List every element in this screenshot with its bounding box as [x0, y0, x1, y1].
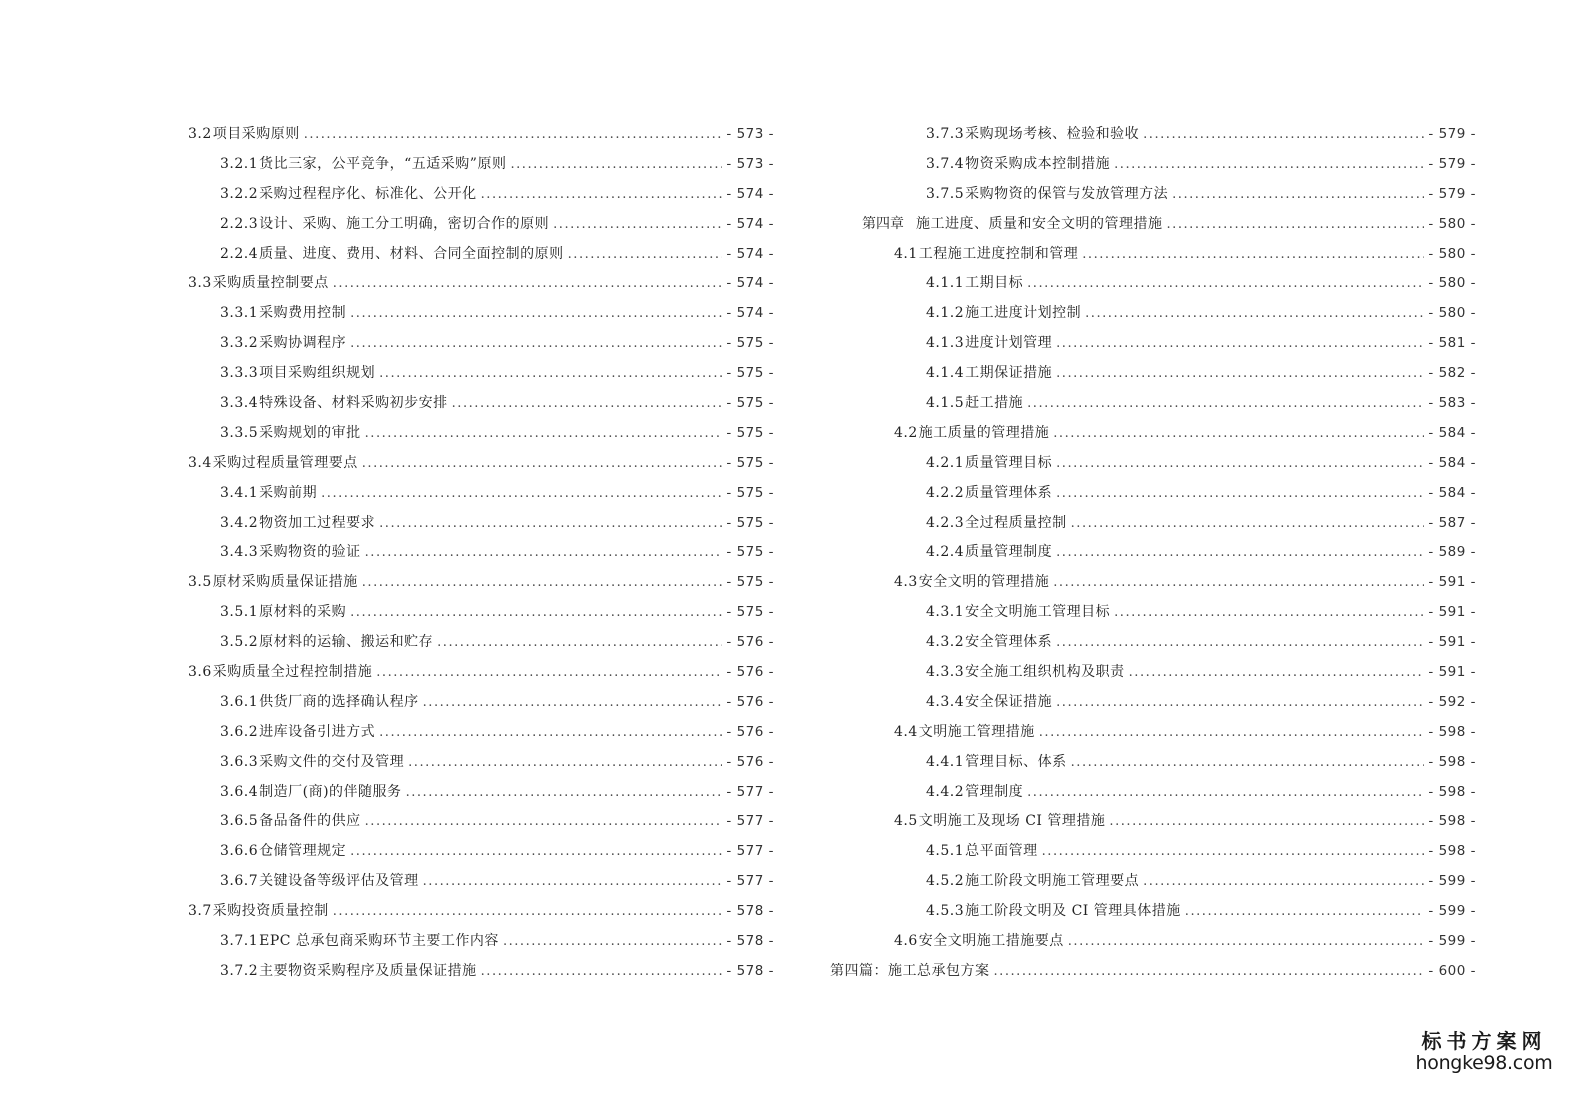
toc-page-number: - 574 - [726, 275, 774, 292]
toc-entry[interactable] [830, 748, 1476, 778]
toc-entry[interactable] [188, 479, 774, 509]
toc-entry[interactable] [188, 329, 774, 359]
toc-column-right [830, 120, 1476, 987]
toc-dot-leader [333, 897, 723, 927]
toc-page-number: - 573 - [726, 126, 774, 142]
toc-entry-title: 制造厂(商)的伴随服务 [259, 783, 402, 800]
toc-entry-title: 备品备件的供应 [259, 813, 361, 830]
toc-dot-leader [1027, 269, 1424, 299]
toc-dot-leader [365, 807, 723, 837]
toc-dot-leader [362, 449, 723, 479]
toc-entry-title: 第四篇：施工总承包方案 [830, 962, 990, 979]
toc-entry[interactable] [188, 210, 774, 240]
toc-page-number: - 575 - [726, 604, 774, 621]
toc-entry-title: 关键设备等级评估及管理 [259, 873, 419, 890]
toc-dot-leader [1056, 359, 1424, 389]
toc-entry-title: 安全管理体系 [965, 634, 1053, 651]
toc-page-number: - 583 - [1428, 395, 1476, 412]
toc-entry[interactable] [830, 449, 1476, 479]
toc-dot-leader [437, 628, 722, 658]
toc-entry[interactable] [830, 658, 1476, 688]
toc-entry[interactable] [188, 658, 774, 688]
toc-page-number: - 579 - [1428, 126, 1476, 142]
toc-entry-number: 3.6.2 [220, 723, 259, 740]
toc-column-left [188, 120, 774, 987]
toc-page-number: - 576 - [726, 693, 774, 710]
toc-entry[interactable] [830, 628, 1476, 658]
toc-dot-leader [350, 837, 722, 867]
toc-page-number: - 582 - [1428, 365, 1476, 382]
toc-entry-title: 施工质量的管理措施 [918, 424, 1050, 441]
toc-page-number: - 598 - [1428, 783, 1476, 800]
toc-dot-leader [1143, 120, 1424, 150]
toc-entry[interactable] [830, 778, 1476, 808]
toc-page-number: - 574 - [726, 185, 774, 202]
toc-entry[interactable] [188, 957, 774, 987]
toc-dot-leader [1114, 150, 1424, 180]
toc-entry-title: 项目采购组织规划 [259, 365, 376, 382]
toc-entry[interactable] [830, 807, 1476, 837]
toc-entry[interactable] [830, 927, 1476, 957]
toc-page-number: - 577 - [726, 813, 774, 830]
toc-dot-leader [481, 957, 723, 987]
toc-entry-title: 采购文件的交付及管理 [259, 753, 405, 770]
toc-entry-title: 物资采购成本控制措施 [965, 155, 1111, 172]
watermark-url: hongke98.com [1415, 1052, 1553, 1074]
toc-entry[interactable] [188, 598, 774, 628]
toc-dot-leader [1068, 927, 1425, 957]
toc-entry-title: 全过程质量控制 [965, 514, 1067, 531]
watermark-name: 标书方案网 [1421, 1029, 1547, 1053]
toc-entry-number: 3.7.5 [926, 185, 965, 202]
toc-entry-title: 总平面管理 [965, 843, 1038, 860]
toc-page-number: - 598 - [1428, 753, 1476, 770]
toc-entry-number: 4.3.4 [926, 693, 965, 710]
toc-page-number: - 575 - [726, 395, 774, 412]
toc-dot-leader [304, 120, 723, 150]
toc-entry[interactable] [830, 568, 1476, 598]
toc-entry-title: 文明施工管理措施 [918, 723, 1035, 740]
toc-entry[interactable] [830, 299, 1476, 329]
toc-dot-leader [350, 299, 722, 329]
toc-entry-title: 安全文明施工管理目标 [965, 604, 1111, 621]
toc-entry-title: 采购投资质量控制 [212, 903, 329, 920]
toc-entry[interactable] [830, 419, 1476, 449]
toc-page-number: - 599 - [1428, 873, 1476, 890]
toc-dot-leader [1056, 329, 1424, 359]
toc-dot-leader [1056, 628, 1424, 658]
toc-entry-number: 3.6.5 [220, 813, 259, 830]
toc-dot-leader [379, 509, 722, 539]
toc-entry[interactable] [830, 867, 1476, 897]
toc-entry[interactable] [188, 509, 774, 539]
toc-dot-leader [1085, 299, 1424, 329]
toc-entry-title: 采购过程程序化、标准化、公开化 [259, 185, 477, 202]
toc-entry-number: 3.6.4 [220, 783, 259, 800]
toc-dot-leader [1027, 778, 1424, 808]
toc-entry-number: 3.3.5 [220, 424, 259, 441]
toc-page-number: - 577 - [726, 783, 774, 800]
toc-page-number: - 599 - [1428, 903, 1476, 920]
toc-entry[interactable] [830, 359, 1476, 389]
toc-page-number: - 576 - [726, 753, 774, 770]
toc-entry-number: 2.2.4 [220, 245, 259, 262]
toc-page-number: - 575 - [726, 454, 774, 471]
toc-entry-number: 3.5.1 [220, 604, 259, 621]
toc-page-number: - 574 - [726, 305, 774, 322]
toc-entry-number: 3.3.4 [220, 395, 259, 412]
toc-entry-title: 工期保证措施 [965, 365, 1053, 382]
toc-page-number: - 576 - [726, 634, 774, 651]
toc-page-number: - 591 - [1428, 634, 1476, 651]
toc-entry-title: 质量管理目标 [965, 454, 1053, 471]
toc-dot-leader [379, 359, 722, 389]
toc-entry-number: 4.2.4 [926, 544, 965, 561]
toc-entry-number: 3.4.1 [220, 484, 259, 501]
toc-page-number: - 591 - [1428, 664, 1476, 681]
toc-entry-number: 3.3.1 [220, 305, 259, 322]
toc-page-number: - 580 - [1428, 275, 1476, 292]
toc-entry[interactable] [188, 299, 774, 329]
toc-entry-number: 4.2.3 [926, 514, 965, 531]
toc-page-number: - 575 - [726, 544, 774, 561]
toc-entry-number: 3.4.3 [220, 544, 259, 561]
toc-page-number: - 575 - [726, 365, 774, 382]
toc-entry-title: 物资加工过程要求 [259, 514, 376, 531]
toc-dot-leader [1114, 598, 1424, 628]
toc-entry-number: 3.5 [188, 574, 212, 591]
toc-entry-title: 货比三家，公平竞争，“五适采购”原则 [259, 155, 507, 172]
toc-page-number: - 578 - [726, 933, 774, 950]
toc-entry-number: 4.3.3 [926, 664, 965, 681]
toc-dot-leader [510, 150, 722, 180]
toc-entry-number: 3.3 [188, 275, 212, 292]
toc-entry-title: 设计、采购、施工分工明确，密切合作的原则 [259, 215, 550, 232]
toc-page-number: - 575 - [726, 335, 774, 352]
toc-entry-number: 4.5.3 [926, 903, 965, 920]
toc-entry-number: 4.1.2 [926, 305, 965, 322]
toc-dot-leader [568, 240, 723, 270]
toc-entry-number: 3.6.3 [220, 753, 259, 770]
toc-dot-leader [408, 748, 722, 778]
toc-dot-leader [1056, 688, 1424, 718]
toc-page-number: - 584 - [1428, 454, 1476, 471]
toc-entry[interactable] [830, 389, 1476, 419]
toc-entry-number: 4.2.1 [926, 454, 965, 471]
toc-entry[interactable] [830, 120, 1476, 150]
toc-entry-title: 供货厂商的选择确认程序 [259, 693, 419, 710]
toc-page-number: - 579 - [1428, 185, 1476, 202]
toc-page-number: - 575 - [726, 484, 774, 501]
toc-dot-leader [379, 718, 722, 748]
toc-dot-leader [365, 419, 723, 449]
toc-entry-title: 原材料的运输、搬运和贮存 [259, 634, 434, 651]
toc-entry-title: 项目采购原则 [212, 126, 300, 142]
toc-entry[interactable] [188, 568, 774, 598]
toc-entry-title: 采购物资的验证 [259, 544, 361, 561]
toc-dot-leader [406, 778, 723, 808]
toc-entry-title: 采购质量全过程控制措施 [212, 664, 373, 681]
toc-dot-leader [350, 598, 722, 628]
toc-entry-number: 4.3.1 [926, 604, 965, 621]
toc-page-number: - 575 - [726, 574, 774, 591]
toc-entry[interactable] [188, 120, 774, 150]
toc-page-number: - 576 - [726, 664, 774, 681]
toc-entry-number: 3.2.1 [220, 155, 259, 172]
toc-dot-leader [994, 957, 1425, 987]
toc-entry-title: 施工阶段文明及 CI 管理具体措施 [965, 903, 1181, 920]
toc-dot-leader [1143, 867, 1424, 897]
toc-entry-number: 3.6.1 [220, 693, 259, 710]
toc-dot-leader [1071, 509, 1425, 539]
toc-dot-leader [1172, 180, 1424, 210]
toc-dot-leader [365, 538, 723, 568]
toc-page-number: - 574 - [726, 215, 774, 232]
toc-page-number: - 598 - [1428, 843, 1476, 860]
toc-entry-number: 3.6.6 [220, 843, 259, 860]
toc-entry-title: 安全施工组织机构及职责 [965, 664, 1125, 681]
toc-entry-title: 质量管理体系 [965, 484, 1053, 501]
toc-entry-number: 3.7.2 [220, 962, 259, 979]
toc-page-number: - 580 - [1428, 245, 1476, 262]
toc-page-number: - 599 - [1428, 933, 1476, 950]
toc-entry-number: 3.7.1 [220, 933, 259, 950]
toc-entry-title: 采购物资的保管与发放管理方法 [965, 185, 1169, 202]
toc-entry-title: 原材料的采购 [259, 604, 347, 621]
toc-entry-title: 工程施工进度控制和管理 [918, 245, 1079, 262]
toc-entry[interactable] [188, 897, 774, 927]
toc-entry-title: 管理目标、体系 [965, 753, 1067, 770]
toc-page-number: - 577 - [726, 873, 774, 890]
toc-entry[interactable] [830, 269, 1476, 299]
toc-dot-leader [553, 210, 722, 240]
toc-entry[interactable] [830, 509, 1476, 539]
toc-entry-number: 4.5.1 [926, 843, 965, 860]
toc-dot-leader [333, 269, 723, 299]
toc-entry[interactable] [188, 718, 774, 748]
toc-entry-number: 4.1 [894, 245, 918, 262]
toc-dot-leader [1053, 419, 1424, 449]
toc-entry-number: 4.2 [894, 424, 918, 441]
toc-entry[interactable] [188, 269, 774, 299]
toc-entry-number: 4.1.4 [926, 365, 965, 382]
toc-entry-number: 3.7 [188, 903, 212, 920]
toc-dot-leader [321, 479, 722, 509]
toc-dot-leader [1056, 479, 1424, 509]
toc-entry-title: 工期目标 [965, 275, 1024, 292]
toc-entry[interactable] [830, 240, 1476, 270]
toc-entry-number: 3.3.2 [220, 335, 259, 352]
toc-entry[interactable] [830, 897, 1476, 927]
toc-page-number: - 577 - [726, 843, 774, 860]
toc-page-number: - 580 - [1428, 305, 1476, 322]
toc-entry[interactable] [830, 598, 1476, 628]
toc-entry-title: 赶工措施 [965, 395, 1024, 412]
toc-entry[interactable] [188, 359, 774, 389]
toc-entry-title: 管理制度 [965, 783, 1024, 800]
toc-page-number: - 579 - [1428, 155, 1476, 172]
toc-dot-leader [350, 329, 722, 359]
toc-entry-title: 主要物资采购程序及质量保证措施 [259, 962, 477, 979]
toc-entry-number: 4.3 [894, 574, 918, 591]
toc-entry[interactable] [188, 688, 774, 718]
toc-entry-title: 仓储管理规定 [259, 843, 347, 860]
toc-page-number: - 578 - [726, 903, 774, 920]
toc-page-number: - 598 - [1428, 723, 1476, 740]
toc-entry-number: 4.3.2 [926, 634, 965, 651]
site-watermark [1409, 1030, 1559, 1074]
toc-entry[interactable] [830, 837, 1476, 867]
toc-page-number: - 589 - [1428, 544, 1476, 561]
toc-entry-number: 3.2.2 [220, 185, 259, 202]
toc-dot-leader [1053, 568, 1424, 598]
toc-entry-number: 第四章 [862, 215, 904, 232]
toc-entry-title: EPC 总承包商采购环节主要工作内容 [259, 933, 499, 950]
toc-entry[interactable] [830, 957, 1476, 987]
toc-page-number: - 578 - [726, 962, 774, 979]
toc-page-number: - 575 - [726, 514, 774, 531]
toc-entry[interactable] [188, 180, 774, 210]
toc-entry-title: 采购质量控制要点 [212, 275, 329, 292]
toc-page-number: - 581 - [1428, 335, 1476, 352]
toc-entry[interactable] [188, 419, 774, 449]
toc-entry-title: 安全文明施工措施要点 [918, 933, 1064, 950]
toc-entry-title: 施工进度、质量和安全文明的管理措施 [916, 215, 1163, 232]
toc-entry-title: 文明施工及现场 CI 管理措施 [918, 813, 1106, 830]
toc-dot-leader [1039, 718, 1425, 748]
toc-entry-title: 采购现场考核、检验和验收 [965, 126, 1140, 142]
toc-dot-leader [362, 568, 723, 598]
toc-entry[interactable] [188, 778, 774, 808]
toc-page-number: - 574 - [726, 245, 774, 262]
toc-entry-number: 3.6 [188, 664, 212, 681]
toc-entry-number: 4.6 [894, 933, 918, 950]
toc-dot-leader [1109, 807, 1424, 837]
toc-entry[interactable] [188, 240, 774, 270]
toc-page-number: - 591 - [1428, 574, 1476, 591]
toc-entry[interactable] [188, 538, 774, 568]
toc-entry-title: 进度计划管理 [965, 335, 1053, 352]
toc-entry-number: 4.4.1 [926, 753, 965, 770]
toc-entry[interactable] [830, 538, 1476, 568]
toc-entry-number: 2.2.3 [220, 215, 259, 232]
toc-entry[interactable] [830, 688, 1476, 718]
toc-entry[interactable] [188, 837, 774, 867]
toc-dot-leader [452, 389, 723, 419]
toc-entry-title: 安全保证措施 [965, 693, 1053, 710]
toc-entry-number: 3.7.3 [926, 126, 965, 142]
toc-entry-title: 采购协调程序 [259, 335, 347, 352]
toc-dot-leader [423, 867, 723, 897]
toc-dot-leader [1185, 897, 1425, 927]
toc-entry-title: 安全文明的管理措施 [918, 574, 1050, 591]
toc-entry-number: 4.1.1 [926, 275, 965, 292]
toc-entry-number: 3.2 [188, 126, 212, 142]
toc-entry[interactable] [830, 718, 1476, 748]
toc-entry-number: 3.7.4 [926, 155, 965, 172]
toc-page-number: - 580 - [1428, 215, 1476, 232]
toc-page-number: - 573 - [726, 155, 774, 172]
toc-dot-leader [1042, 837, 1425, 867]
toc-page-number: - 575 - [726, 424, 774, 441]
toc-entry-title: 采购过程质量管理要点 [212, 454, 358, 471]
toc-entry-title: 采购前期 [259, 484, 318, 501]
toc-entry-number: 4.5 [894, 813, 918, 830]
toc-entry-number: 3.4 [188, 454, 212, 471]
toc-entry-title: 质量管理制度 [965, 544, 1053, 561]
toc-entry-number: 3.3.3 [220, 365, 259, 382]
toc-entry-title: 施工进度计划控制 [965, 305, 1082, 322]
toc-entry-title: 进库设备引进方式 [259, 723, 376, 740]
toc-entry-title: 采购费用控制 [259, 305, 347, 322]
toc-entry-number: 4.2.2 [926, 484, 965, 501]
toc-dot-leader [423, 688, 723, 718]
toc-dot-leader [1027, 389, 1424, 419]
toc-entry-number: 4.1.3 [926, 335, 965, 352]
toc-entry[interactable] [188, 748, 774, 778]
toc-page-number: - 598 - [1428, 813, 1476, 830]
toc-page-number: - 591 - [1428, 604, 1476, 621]
toc-dot-leader [1167, 210, 1425, 240]
toc-entry[interactable] [830, 150, 1476, 180]
toc-entry-number: 4.5.2 [926, 873, 965, 890]
toc-entry[interactable] [830, 210, 1476, 240]
toc-entry-number: 3.5.2 [220, 634, 259, 651]
toc-entry-number: 3.6.7 [220, 873, 259, 890]
toc-entry[interactable] [188, 867, 774, 897]
toc-page-number: - 587 - [1428, 514, 1476, 531]
toc-entry[interactable] [188, 807, 774, 837]
toc-entry-number: 4.4.2 [926, 783, 965, 800]
toc-entry-title: 施工阶段文明施工管理要点 [965, 873, 1140, 890]
toc-page-number: - 600 - [1428, 962, 1476, 979]
toc-entry-title: 特殊设备、材料采购初步安排 [259, 395, 448, 412]
toc-entry-title: 采购规划的审批 [259, 424, 361, 441]
toc-page-number: - 584 - [1428, 424, 1476, 441]
toc-dot-leader [481, 180, 723, 210]
toc-page-number: - 592 - [1428, 693, 1476, 710]
toc-entry[interactable] [188, 628, 774, 658]
toc-entry[interactable] [830, 180, 1476, 210]
toc-dot-leader [376, 658, 722, 688]
toc-entry[interactable] [830, 329, 1476, 359]
toc-dot-leader [1056, 538, 1424, 568]
toc-entry[interactable] [188, 389, 774, 419]
toc-entry[interactable] [188, 150, 774, 180]
toc-entry-number: 4.1.5 [926, 395, 965, 412]
toc-dot-leader [1129, 658, 1425, 688]
toc-entry-title: 质量、进度、费用、材料、合同全面控制的原则 [259, 245, 564, 262]
toc-page-number: - 584 - [1428, 484, 1476, 501]
toc-dot-leader [503, 927, 722, 957]
toc-dot-leader [1056, 449, 1424, 479]
toc-dot-leader [1071, 748, 1425, 778]
toc-page-number: - 576 - [726, 723, 774, 740]
toc-entry-number: 4.4 [894, 723, 918, 740]
toc-entry[interactable] [188, 927, 774, 957]
toc-entry[interactable] [188, 449, 774, 479]
toc-entry[interactable] [830, 479, 1476, 509]
toc-entry-title: 原材采购质量保证措施 [212, 574, 358, 591]
toc-dot-leader [1082, 240, 1424, 270]
toc-entry-number: 3.4.2 [220, 514, 259, 531]
